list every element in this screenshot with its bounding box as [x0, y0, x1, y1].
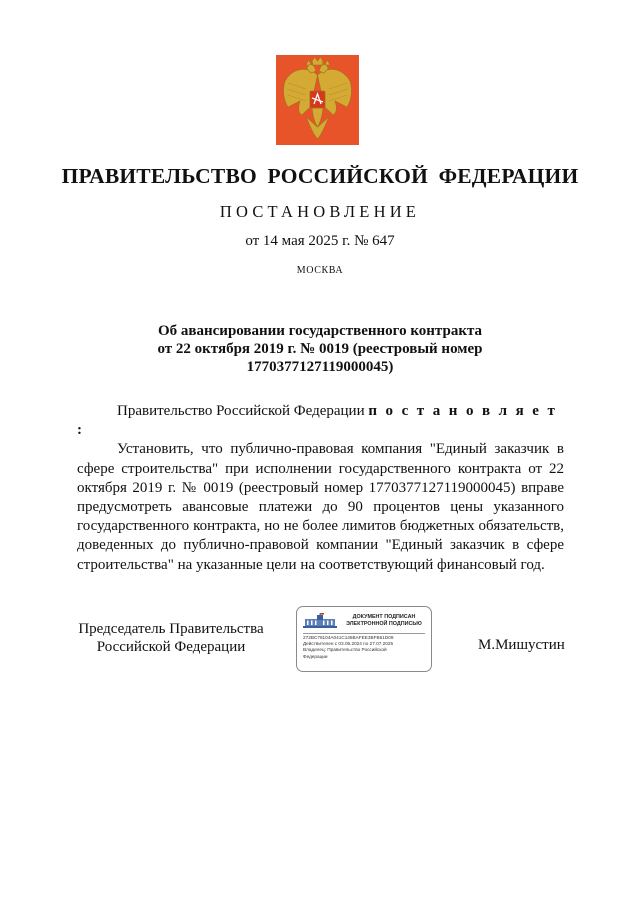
document-type: ПОСТАНОВЛЕНИЕ — [219, 202, 421, 221]
certificate-validity: Действителен с 03.05.2024 по 27.07.2025 — [303, 641, 394, 647]
document-date-number: от 14 мая 2025 г. № 647 — [245, 233, 395, 249]
signatory-position — [62, 620, 280, 656]
stamp-details — [303, 635, 429, 660]
subject-line: от 22 октября 2019 г. № 0019 (реестровый номер — [157, 341, 483, 357]
government-building-icon — [303, 613, 337, 629]
enacting-clause — [77, 402, 564, 440]
stamp-title-line: ДОКУМЕНТ ПОДПИСАН — [352, 614, 416, 620]
signatory-name: М.Мишустин — [478, 637, 565, 653]
stamp-title-line: ЭЛЕКТРОННОЙ ПОДПИСЬЮ — [346, 621, 422, 627]
certificate-owner: Федерации — [303, 653, 328, 659]
decision-paragraph: Установить, что публично-правовая компания "Единый заказчик в сфере строительства" при исполнении государственного контракта от 22 октября 2019 г. № 0019 (реестровый номер 1770377127119000045) вправе предусмотреть авансовые платежи до 90 процентов цены указанного государственного контракта, но не более лимитов бюджетных обязательств, доведенных до публично-правовой компании "Единый заказчик в сфере строительства" на указанные цели на соответствующий финансовый год. — [77, 441, 564, 573]
enacting-verb: п о с т а н о в л я е т : — [77, 403, 558, 439]
stamp-title — [337, 614, 431, 628]
certificate-owner: Владелец: Правительство Российской — [303, 647, 387, 653]
signatory-position-line: Российской Федерации — [96, 639, 246, 655]
subject-line: 1770377127119000045) — [246, 359, 394, 375]
coat-of-arms-icon — [276, 55, 359, 145]
document-body — [77, 402, 564, 575]
certificate-number: 272BC78104A041C145BAFEE3BFB61D09 — [303, 635, 394, 640]
government-title: ПРАВИТЕЛЬСТВО РОССИЙСКОЙ ФЕДЕРАЦИИ — [61, 164, 579, 188]
electronic-signature-stamp — [296, 606, 432, 672]
signatory-position-line: Председатель Правительства — [78, 621, 264, 637]
document-subject — [120, 322, 520, 376]
subject-line: Об авансировании государственного контракта — [157, 323, 483, 339]
enacting-subject: Правительство Российской Федерации — [117, 403, 365, 419]
stamp-divider — [303, 633, 425, 634]
document-city: МОСКВА — [296, 265, 344, 276]
